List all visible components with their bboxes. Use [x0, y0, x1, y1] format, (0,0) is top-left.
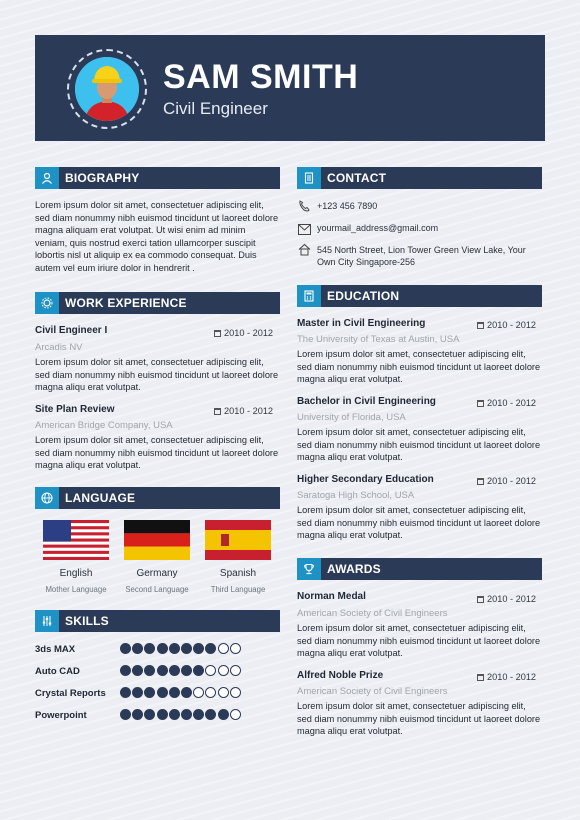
language-name: Germany	[136, 568, 178, 579]
education-item-date: 2010 - 2012	[477, 476, 536, 486]
skill-dot-filled	[144, 687, 155, 698]
skill-dot-filled	[157, 643, 168, 654]
email-icon	[298, 222, 311, 240]
language-name: Spanish	[219, 568, 257, 579]
skill-dot-filled	[218, 709, 229, 720]
work-item-org: American Bridge Company, USA	[35, 420, 173, 431]
skill-dot-empty	[205, 687, 216, 698]
education-title: EDUCATION	[327, 289, 400, 303]
award-item-org: American Society of Civil Engineers	[297, 608, 448, 619]
skill-dot-filled	[132, 665, 143, 676]
gear-icon	[35, 292, 59, 314]
avatar-frame	[67, 49, 147, 129]
work-item-text: Lorem ipsum dolor sit amet, consectetuer adipiscing elit, sed diam nonummy nibh euismod tincidunt ut laoreet dolore magna aliqu erat volutpat.	[35, 435, 279, 471]
calendar-icon	[214, 330, 221, 337]
work-item-date: 2010 - 2012	[214, 328, 273, 338]
skill-name: 3ds MAX	[35, 644, 76, 655]
education-item-date: 2010 - 2012	[477, 320, 536, 330]
skill-dot-filled	[120, 687, 131, 698]
skill-dot-filled	[181, 643, 192, 654]
skill-dot-filled	[144, 709, 155, 720]
award-item-text: Lorem ipsum dolor sit amet, consectetuer adipiscing elit, sed diam nonummy nibh euismod tincidunt ut laoreet dolore magna aliqu erat volutpat.	[297, 701, 541, 737]
skill-name: Auto CAD	[35, 666, 80, 677]
skill-dot-filled	[181, 665, 192, 676]
work-title: WORK EXPERIENCE	[65, 296, 187, 310]
language-name: English	[59, 568, 93, 579]
skill-dot-empty	[193, 687, 204, 698]
skill-dot-filled	[169, 643, 180, 654]
language-level: Second Language	[125, 585, 189, 594]
language-level: Mother Language	[45, 585, 107, 594]
award-item-title: Norman Medal	[297, 591, 366, 602]
education-item-title: Bachelor in Civil Engineering	[297, 396, 436, 407]
person-name: SAM SMITH	[163, 58, 359, 96]
skill-dot-empty	[218, 665, 229, 676]
skill-dot-filled	[120, 665, 131, 676]
contact-address-line1: 545 North Street, Lion Tower Green View Lake, Your	[317, 245, 526, 255]
skill-dot-filled	[169, 665, 180, 676]
work-item-date: 2010 - 2012	[214, 406, 273, 416]
award-item-org: American Society of Civil Engineers	[297, 686, 448, 697]
skill-dot-filled	[193, 643, 204, 654]
skill-dot-filled	[120, 709, 131, 720]
education-item-text: Lorem ipsum dolor sit amet, consectetuer adipiscing elit, sed diam nonummy nibh euismod tincidunt ut laoreet dolore magna aliqu erat volutpat.	[297, 349, 541, 385]
calendar-icon	[477, 322, 484, 329]
phone-icon	[298, 199, 311, 217]
usa-flag	[43, 520, 109, 565]
education-item-text: Lorem ipsum dolor sit amet, consectetuer adipiscing elit, sed diam nonummy nibh euismod tincidunt ut laoreet dolore magna aliqu erat volutpat.	[297, 427, 541, 463]
skill-dot-filled	[193, 709, 204, 720]
calendar-icon	[477, 400, 484, 407]
skill-name: Powerpoint	[35, 710, 87, 721]
calendar-icon	[214, 408, 221, 415]
contact-section-header	[297, 167, 542, 189]
skill-rating	[120, 687, 241, 698]
skill-rating	[120, 709, 241, 720]
work-item-title: Site Plan Review	[35, 404, 115, 415]
skill-dot-filled	[157, 687, 168, 698]
skill-rating	[120, 665, 241, 676]
contact-email[interactable]: yourmail_address@gmail.com	[317, 223, 439, 233]
skill-dot-empty	[230, 643, 241, 654]
trophy-icon	[297, 558, 321, 580]
biography-text: Lorem ipsum dolor sit amet, consectetuer adipiscing elit, sed diam nonummy nibh euismod tincidunt ut laoreet dolore magna aliquam erat volutpat. Ut wisi enim ad minim veniam, quis nostrud exerci tation ullamcorper suscipit lobortis nisl ut aliquip ex ea commodo consequat. Duis autem vel eum iriure dolor in hendrerit .	[35, 200, 279, 273]
germany-flag	[124, 520, 190, 565]
awards-title: AWARDS	[327, 562, 381, 576]
skill-dot-filled	[169, 687, 180, 698]
skill-dot-filled	[120, 643, 131, 654]
contact-address-line2: Own City Singapore-256	[317, 257, 416, 267]
awards-section-header	[297, 558, 542, 580]
biography-section-header	[35, 167, 280, 189]
calendar-icon	[477, 596, 484, 603]
skill-dot-filled	[169, 709, 180, 720]
work-item-text: Lorem ipsum dolor sit amet, consectetuer adipiscing elit, sed diam nonummy nibh euismod tincidunt ut laoreet dolore magna aliqu erat volutpat.	[35, 357, 279, 393]
skills-section-header	[35, 610, 280, 632]
work-section-header	[35, 292, 280, 314]
skill-dot-empty	[218, 687, 229, 698]
skill-dot-empty	[230, 665, 241, 676]
skill-dot-filled	[144, 643, 155, 654]
skill-dot-empty	[205, 665, 216, 676]
contact-title: CONTACT	[327, 171, 387, 185]
skill-dot-empty	[218, 643, 229, 654]
skill-dot-filled	[144, 665, 155, 676]
skill-dot-filled	[181, 709, 192, 720]
calculator-icon	[297, 285, 321, 307]
skill-rating	[120, 643, 241, 654]
contact-phone: +123 456 7890	[317, 201, 378, 211]
document-icon	[297, 167, 321, 189]
education-item-title: Higher Secondary Education	[297, 474, 434, 485]
sliders-icon	[35, 610, 59, 632]
skill-dot-filled	[132, 709, 143, 720]
education-item-date: 2010 - 2012	[477, 398, 536, 408]
skill-dot-filled	[132, 687, 143, 698]
person-role: Civil Engineer	[163, 99, 268, 118]
calendar-icon	[477, 674, 484, 681]
award-item-date: 2010 - 2012	[477, 672, 536, 682]
calendar-icon	[477, 478, 484, 485]
education-item-org: The University of Texas at Austin, USA	[297, 334, 460, 345]
skill-dot-filled	[181, 687, 192, 698]
skill-dot-filled	[193, 665, 204, 676]
education-item-org: University of Florida, USA	[297, 412, 406, 423]
education-item-title: Master in Civil Engineering	[297, 318, 426, 329]
education-item-text: Lorem ipsum dolor sit amet, consectetuer adipiscing elit, sed diam nonummy nibh euismod tincidunt ut laoreet dolore magna aliqu erat volutpat.	[297, 505, 541, 541]
work-item-org: Arcadis NV	[35, 342, 83, 353]
resume-header	[35, 35, 545, 141]
skill-dot-filled	[157, 665, 168, 676]
language-level: Third Language	[210, 585, 266, 594]
spain-flag	[205, 520, 271, 565]
globe-icon	[35, 487, 59, 509]
skill-dot-filled	[205, 643, 216, 654]
home-icon	[298, 243, 311, 261]
skills-title: SKILLS	[65, 614, 109, 628]
education-item-org: Saratoga High School, USA	[297, 490, 415, 501]
language-title: LANGUAGE	[65, 491, 136, 505]
skill-dot-filled	[205, 709, 216, 720]
education-section-header	[297, 285, 542, 307]
skill-name: Crystal Reports	[35, 688, 106, 699]
award-item-date: 2010 - 2012	[477, 594, 536, 604]
skill-dot-filled	[157, 709, 168, 720]
skill-dot-filled	[132, 643, 143, 654]
award-item-text: Lorem ipsum dolor sit amet, consectetuer adipiscing elit, sed diam nonummy nibh euismod tincidunt ut laoreet dolore magna aliqu erat volutpat.	[297, 623, 541, 659]
avatar	[75, 57, 139, 121]
skill-dot-empty	[230, 687, 241, 698]
work-item-title: Civil Engineer I	[35, 325, 108, 336]
biography-title: BIOGRAPHY	[65, 171, 140, 185]
skill-dot-empty	[230, 709, 241, 720]
award-item-title: Alfred Noble Prize	[297, 670, 384, 681]
user-icon	[35, 167, 59, 189]
language-section-header	[35, 487, 280, 509]
